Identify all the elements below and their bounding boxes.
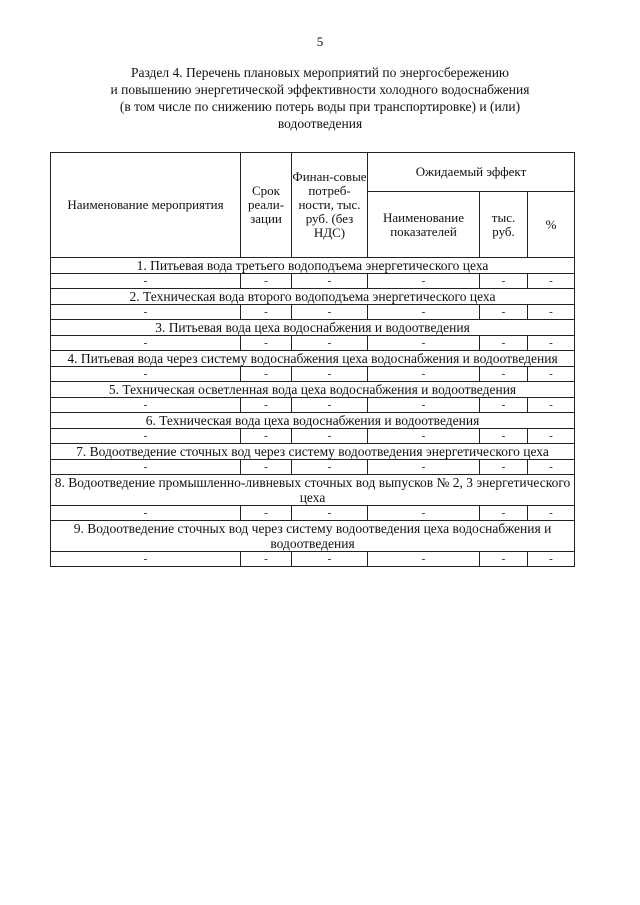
section-header-row (51, 382, 575, 398)
table-cell: - (528, 274, 575, 289)
title-line: и повышению энергетической эффективности холодного водоснабжения (110, 82, 530, 97)
table-cell: - (480, 398, 528, 413)
table-row (51, 506, 575, 521)
header-indicators: Наименование показателей (368, 192, 480, 258)
section-title-cell: 9. Водоотведение сточных вод через систему водоотведения цеха водоснабжения и водоотведения (51, 521, 575, 552)
table-cell: - (292, 398, 368, 413)
header-expected-effect: Ожидаемый эффект (368, 153, 575, 192)
section-title-cell: 7. Водоотведение сточных вод через систему водоотведения энергетического цеха (51, 444, 575, 460)
table-cell: - (368, 367, 480, 382)
title-line: водоотведения (277, 116, 363, 131)
table-cell: - (368, 429, 480, 444)
page-number: 5 (316, 34, 324, 49)
section-header-row (51, 521, 575, 552)
table-cell: - (480, 460, 528, 475)
title-line: Раздел 4. Перечень плановых мероприятий по энергосбережению (130, 65, 510, 80)
table-cell: - (241, 305, 292, 320)
table-cell: - (528, 367, 575, 382)
table-row (51, 305, 575, 320)
table-row (51, 429, 575, 444)
table-cell: - (51, 336, 241, 351)
section-title-cell: 8. Водоотведение промышленно-ливневых сточных вод выпусков № 2, 3 энергетического цеха (51, 475, 575, 506)
table-cell: - (480, 336, 528, 351)
table-cell: - (528, 429, 575, 444)
table-cell: - (368, 552, 480, 567)
table-row (51, 367, 575, 382)
section-title-cell: 4. Питьевая вода через систему водоснабжения цеха водоснабжения и водоотведения (51, 351, 575, 367)
table-cell: - (528, 305, 575, 320)
section-header-row (51, 413, 575, 429)
table-cell: - (528, 552, 575, 567)
table-cell: - (368, 305, 480, 320)
section-title-cell: 3. Питьевая вода цеха водоснабжения и водоотведения (51, 320, 575, 336)
section-header-row (51, 444, 575, 460)
table-cell: - (51, 274, 241, 289)
table-row (51, 552, 575, 567)
section-title-cell: 2. Техническая вода второго водоподъема энергетического цеха (51, 289, 575, 305)
table-row (51, 460, 575, 475)
table-cell: - (480, 274, 528, 289)
section-header-row (51, 351, 575, 367)
table-cell: - (241, 398, 292, 413)
table-cell: - (51, 552, 241, 567)
table-cell: - (51, 305, 241, 320)
table-cell: - (241, 460, 292, 475)
table-cell: - (528, 398, 575, 413)
table-cell: - (292, 367, 368, 382)
table-cell: - (480, 552, 528, 567)
table-cell: - (51, 398, 241, 413)
table-cell: - (368, 398, 480, 413)
section-header-row (51, 320, 575, 336)
title-line: (в том числе по снижению потерь воды при транспортировке) и (или) (119, 99, 521, 114)
section-title-cell: 6. Техническая вода цеха водоснабжения и водоотведения (51, 413, 575, 429)
table-cell: - (480, 305, 528, 320)
table-cell: - (51, 429, 241, 444)
table-cell: - (51, 367, 241, 382)
table-cell: - (241, 367, 292, 382)
table-cell: - (241, 336, 292, 351)
table-cell: - (480, 506, 528, 521)
table-cell: - (292, 506, 368, 521)
table-cell: - (292, 552, 368, 567)
table-cell: - (241, 429, 292, 444)
table-cell: - (51, 460, 241, 475)
header-name: Наименование мероприятия (51, 153, 241, 258)
table-cell: - (368, 460, 480, 475)
table-cell: - (368, 336, 480, 351)
table-cell: - (368, 506, 480, 521)
header-percent: % (528, 192, 575, 258)
table-row (51, 336, 575, 351)
section-header-row (51, 258, 575, 274)
section-header-row (51, 475, 575, 506)
table-cell: - (292, 274, 368, 289)
header-finance: Финан-совые потреб-ности, тыс. руб. (без НДС) (292, 153, 368, 258)
table-row (51, 398, 575, 413)
table-cell: - (528, 506, 575, 521)
table-cell: - (528, 460, 575, 475)
table-row (51, 274, 575, 289)
table-cell: - (480, 429, 528, 444)
table-cell: - (241, 506, 292, 521)
table-cell: - (292, 429, 368, 444)
section-title-cell: 5. Техническая осветленная вода цеха водоснабжения и водоотведения (51, 382, 575, 398)
measures-table (50, 152, 575, 567)
header-thousand-rub: тыс. руб. (480, 192, 528, 258)
table-cell: - (292, 336, 368, 351)
table-cell: - (241, 552, 292, 567)
section-title-cell: 1. Питьевая вода третьего водоподъема энергетического цеха (51, 258, 575, 274)
section-header-row (51, 289, 575, 305)
section-title (70, 64, 570, 132)
header-term: Срок реали-зации (241, 153, 292, 258)
table-cell: - (51, 506, 241, 521)
table-cell: - (480, 367, 528, 382)
table-cell: - (292, 460, 368, 475)
table-cell: - (368, 274, 480, 289)
table-cell: - (528, 336, 575, 351)
table-cell: - (292, 305, 368, 320)
table-cell: - (241, 274, 292, 289)
